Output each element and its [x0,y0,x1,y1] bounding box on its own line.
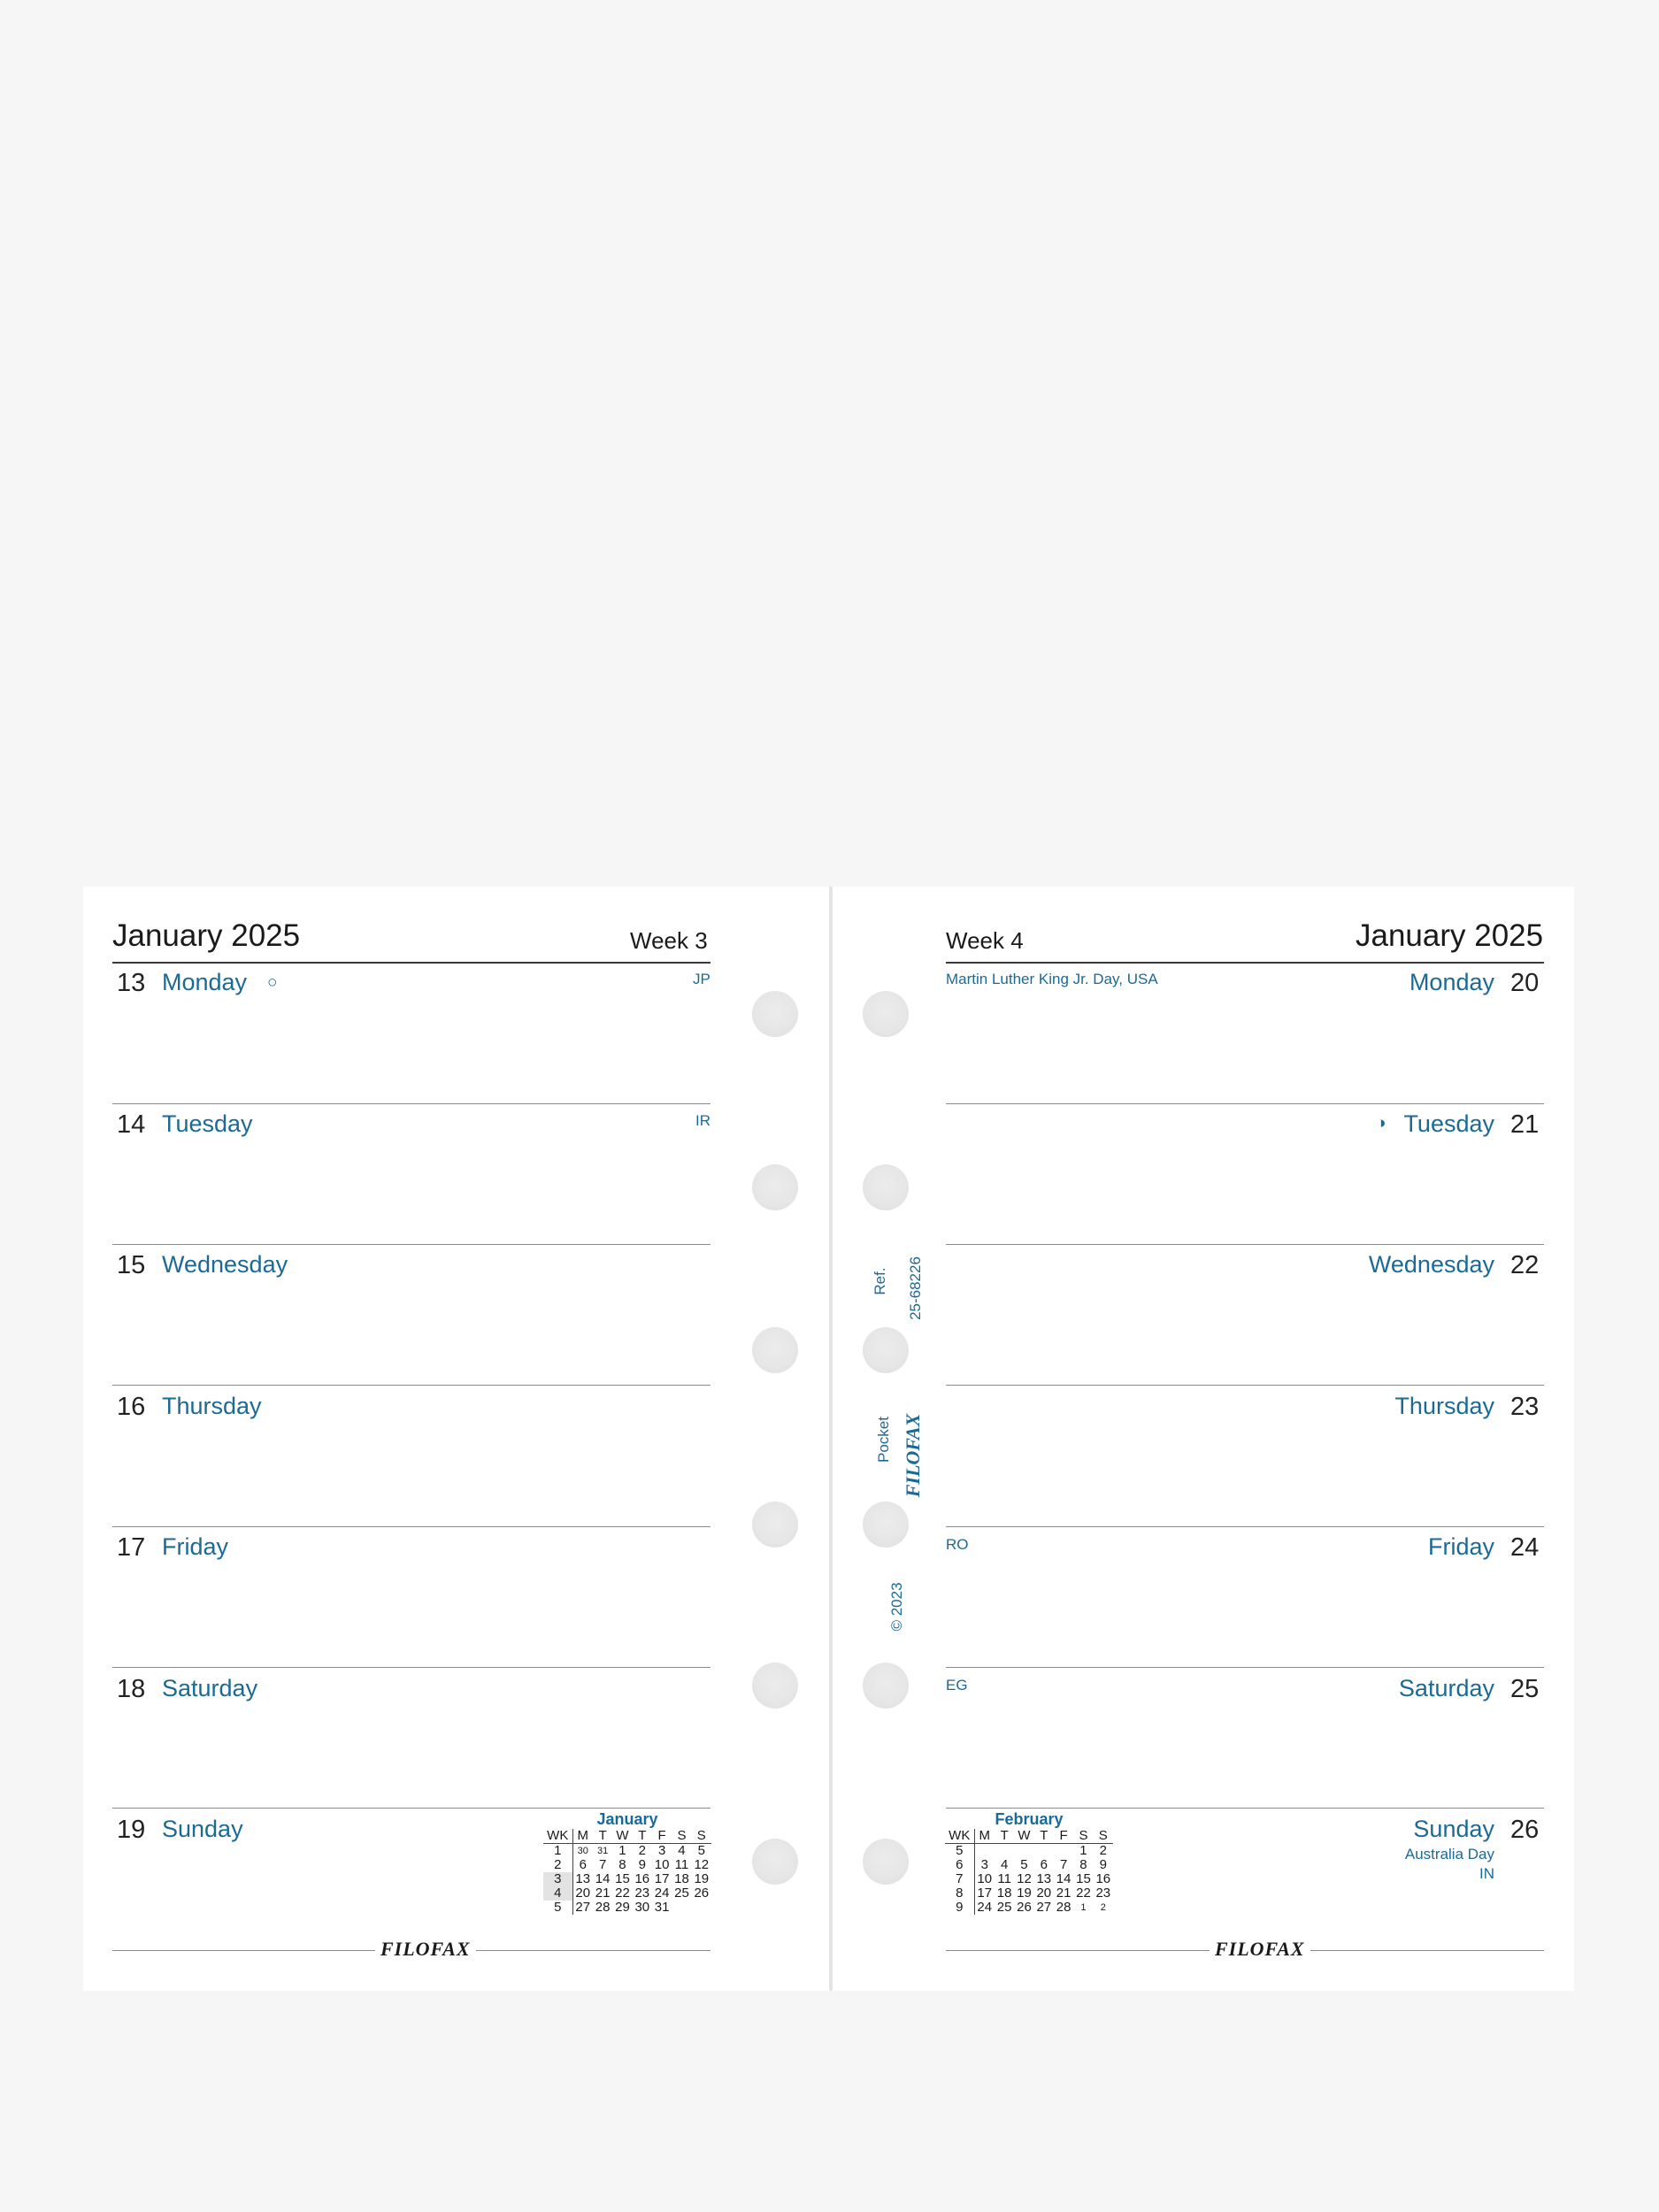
mini-week-row [543,1844,711,1859]
mini-cell: 2 [1099,1843,1107,1858]
mini-cell: 6 [579,1857,587,1872]
mini-cell: 8 [618,1857,626,1872]
mini-header: S [1073,1829,1093,1844]
day-number: 16 [117,1393,146,1421]
day-name: Monday [162,969,248,995]
day-name: Sunday [162,1816,243,1842]
mini-header: T [995,1829,1014,1844]
mini-cell: 18 [674,1871,689,1886]
holiday-note: Martin Luther King Jr. Day, USA [946,971,1158,987]
mini-week-row [945,1844,1113,1859]
mini-cell: 4 [678,1843,686,1858]
mini-cell: 1 [618,1843,626,1858]
day-name: Monday [1409,969,1494,995]
mini-header: T [633,1829,652,1844]
mini-cell: 31 [654,1900,670,1915]
mini-cell: 9 [638,1857,646,1872]
mini-cell: 11 [674,1857,689,1872]
mini-cell: 5 [543,1901,572,1915]
mini-header: M [974,1829,995,1844]
spine-ref-label: Ref. [872,1267,888,1295]
holiday-code: RO [946,1536,969,1553]
punch-hole [752,1502,798,1548]
mini-header: S [692,1829,711,1844]
mini-cell [1054,1844,1073,1859]
day-divider [112,1385,710,1386]
day-divider [946,1808,1544,1809]
mini-cell: 12 [694,1857,710,1872]
mini-cell: 19 [694,1871,710,1886]
mini-cell: 18 [996,1886,1012,1901]
day-number: 19 [117,1816,146,1844]
mini-cell: 21 [595,1886,611,1901]
punch-hole [752,1663,798,1709]
day-number: 25 [1510,1675,1540,1703]
day-number: 14 [117,1110,146,1139]
mini-cell: 7 [945,1872,974,1886]
mini-header: W [612,1829,632,1844]
mini-cell: 19 [1017,1886,1032,1901]
day-divider [946,1667,1544,1668]
left-month-title: January 2025 [112,918,301,953]
mini-cell [974,1844,995,1859]
mini-cell: 4 [543,1886,572,1901]
left-week-label: Week 3 [630,927,708,954]
mini-cell: 5 [697,1843,705,1858]
mini-header: S [672,1829,691,1844]
mini-header: W [1014,1829,1033,1844]
holiday-code: EG [946,1677,968,1694]
mini-cell: 21 [1056,1886,1071,1901]
mini-cell: 29 [615,1900,630,1915]
day-name: Thursday [1394,1393,1494,1419]
day-name: Wednesday [1368,1251,1494,1278]
mini-cell [672,1901,691,1915]
mini-cell: 3 [980,1857,988,1872]
holiday-code: JP [693,971,710,987]
mini-cell: 14 [595,1871,611,1886]
punch-hole [752,1839,798,1885]
punch-hole [863,991,909,1037]
day-divider [946,1526,1544,1527]
day-name: Tuesday [1403,1110,1494,1137]
day-name: Sunday [1413,1816,1494,1842]
mini-cell: 1 [1080,1902,1087,1913]
mini-cell: 11 [997,1871,1011,1886]
page-spine [829,887,833,1991]
mini-calendar-title: February [995,1810,1064,1828]
mini-cell: 30 [634,1900,650,1915]
holiday-note: Australia Day [1404,1846,1494,1863]
filofax-logo: FILOFAX [1210,1938,1310,1961]
spine-copyright: © 2023 [888,1582,905,1632]
day-number: 13 [117,969,146,997]
mini-cell: 28 [595,1900,611,1915]
day-number: 17 [117,1533,146,1562]
mini-cell: 12 [1017,1871,1032,1886]
punch-hole [863,1164,909,1210]
mini-cell: 5 [945,1844,974,1859]
mini-cell: 9 [945,1901,974,1915]
punch-hole [863,1502,909,1548]
mini-cell: 23 [634,1886,650,1901]
mini-cell: 7 [1059,1857,1068,1872]
mini-cell: 26 [694,1886,710,1901]
mini-cell: 30 [577,1846,588,1856]
mini-cell: 25 [674,1886,689,1901]
day-divider [112,1103,710,1104]
mini-calendar-february [945,1810,1113,1915]
mini-cell: 25 [996,1900,1012,1915]
day-divider [112,1244,710,1245]
first-quarter-moon-icon: ◑ [1376,1114,1386,1133]
mini-calendar-grid [543,1829,711,1915]
mini-cell: 2 [638,1843,646,1858]
spine-size-label: Pocket [875,1417,892,1463]
mini-cell: 20 [575,1886,591,1901]
mini-cell: 27 [575,1900,591,1915]
mini-header: WK [945,1829,974,1844]
left-header-rule [112,962,710,964]
day-name: Wednesday [162,1251,288,1278]
day-number: 23 [1510,1393,1540,1421]
holiday-code: IN [1479,1865,1494,1882]
mini-cell: 3 [543,1872,572,1886]
mini-calendar-title: January [596,1810,658,1828]
mini-cell: 8 [1079,1857,1087,1872]
mini-cell: 17 [654,1871,670,1886]
right-month-title: January 2025 [1356,918,1544,953]
right-week-label: Week 4 [946,927,1024,954]
mini-week-row [945,1872,1113,1886]
mini-header: T [593,1829,612,1844]
mini-cell [692,1901,711,1915]
mini-cell: 24 [654,1886,670,1901]
mini-cell: 8 [945,1886,974,1901]
mini-cell: 16 [1095,1871,1111,1886]
mini-cell: 15 [1076,1871,1091,1886]
mini-cell: 28 [1056,1900,1071,1915]
mini-week-row [945,1886,1113,1901]
mini-week-row [945,1901,1113,1915]
day-number: 26 [1510,1816,1540,1844]
mini-cell: 4 [1000,1857,1009,1872]
mini-calendar-grid [945,1829,1113,1915]
mini-cell: 22 [1076,1886,1091,1901]
mini-cell: 5 [1020,1857,1028,1872]
mini-cell: 9 [1099,1857,1107,1872]
mini-cell: 6 [945,1858,974,1872]
day-number: 24 [1510,1533,1540,1562]
day-name: Tuesday [162,1110,253,1137]
mini-cell: 22 [615,1886,630,1901]
mini-header: F [1054,1829,1073,1844]
mini-cell: 16 [634,1871,650,1886]
day-divider [946,1244,1544,1245]
day-name: Friday [162,1533,229,1560]
spine-ref-code: 25-68226 [907,1256,924,1320]
punch-hole [863,1663,909,1709]
mini-cell: 13 [1036,1871,1052,1886]
mini-cell [1014,1844,1033,1859]
day-number: 20 [1510,969,1540,997]
mini-cell: 13 [575,1871,591,1886]
mini-cell: 24 [977,1900,993,1915]
new-moon-icon: ○ [267,973,278,992]
punch-hole [863,1839,909,1885]
mini-cell: 10 [977,1871,993,1886]
mini-cell [995,1844,1014,1859]
mini-header: WK [543,1829,572,1844]
mini-cell [1034,1844,1054,1859]
mini-cell: 1 [1079,1843,1087,1858]
day-name: Thursday [162,1393,262,1419]
mini-cell: 15 [615,1871,630,1886]
mini-cell: 17 [977,1886,993,1901]
holiday-code: IR [695,1112,710,1129]
mini-cell: 23 [1095,1886,1111,1901]
right-header-rule [946,962,1544,964]
day-number: 18 [117,1675,146,1703]
punch-hole [752,1327,798,1373]
mini-week-row [543,1886,711,1901]
day-name: Saturday [1398,1675,1494,1701]
mini-header: T [1034,1829,1054,1844]
mini-cell: 20 [1036,1886,1052,1901]
day-divider [112,1808,710,1809]
mini-week-row [945,1858,1113,1872]
mini-week-row [543,1872,711,1886]
punch-hole [752,991,798,1037]
mini-header: F [652,1829,672,1844]
day-number: 22 [1510,1251,1540,1279]
mini-cell: 27 [1036,1900,1052,1915]
mini-cell: 10 [654,1857,670,1872]
mini-cell: 3 [657,1843,666,1858]
mini-cell: 26 [1017,1900,1032,1915]
mini-cell: 6 [1040,1857,1048,1872]
mini-cell: 1 [543,1844,572,1859]
mini-cell: 14 [1056,1871,1071,1886]
day-divider [946,1385,1544,1386]
day-name: Friday [1427,1533,1494,1560]
day-number: 21 [1510,1110,1540,1139]
mini-cell: 31 [597,1846,609,1856]
day-divider [112,1526,710,1527]
filofax-logo: FILOFAX [375,1938,476,1961]
mini-header: S [1094,1829,1113,1844]
punch-hole [863,1327,909,1373]
punch-hole [752,1164,798,1210]
mini-cell: 7 [598,1857,607,1872]
mini-week-row [543,1901,711,1915]
mini-calendar-january [543,1810,711,1915]
day-divider [112,1667,710,1668]
day-name: Saturday [162,1675,258,1701]
day-number: 15 [117,1251,146,1279]
mini-header: M [572,1829,593,1844]
day-divider [946,1103,1544,1104]
mini-cell: 2 [1100,1902,1106,1913]
mini-week-row [543,1858,711,1872]
spine-brand-logo: FILOFAX [902,1413,924,1498]
mini-cell: 2 [543,1858,572,1872]
